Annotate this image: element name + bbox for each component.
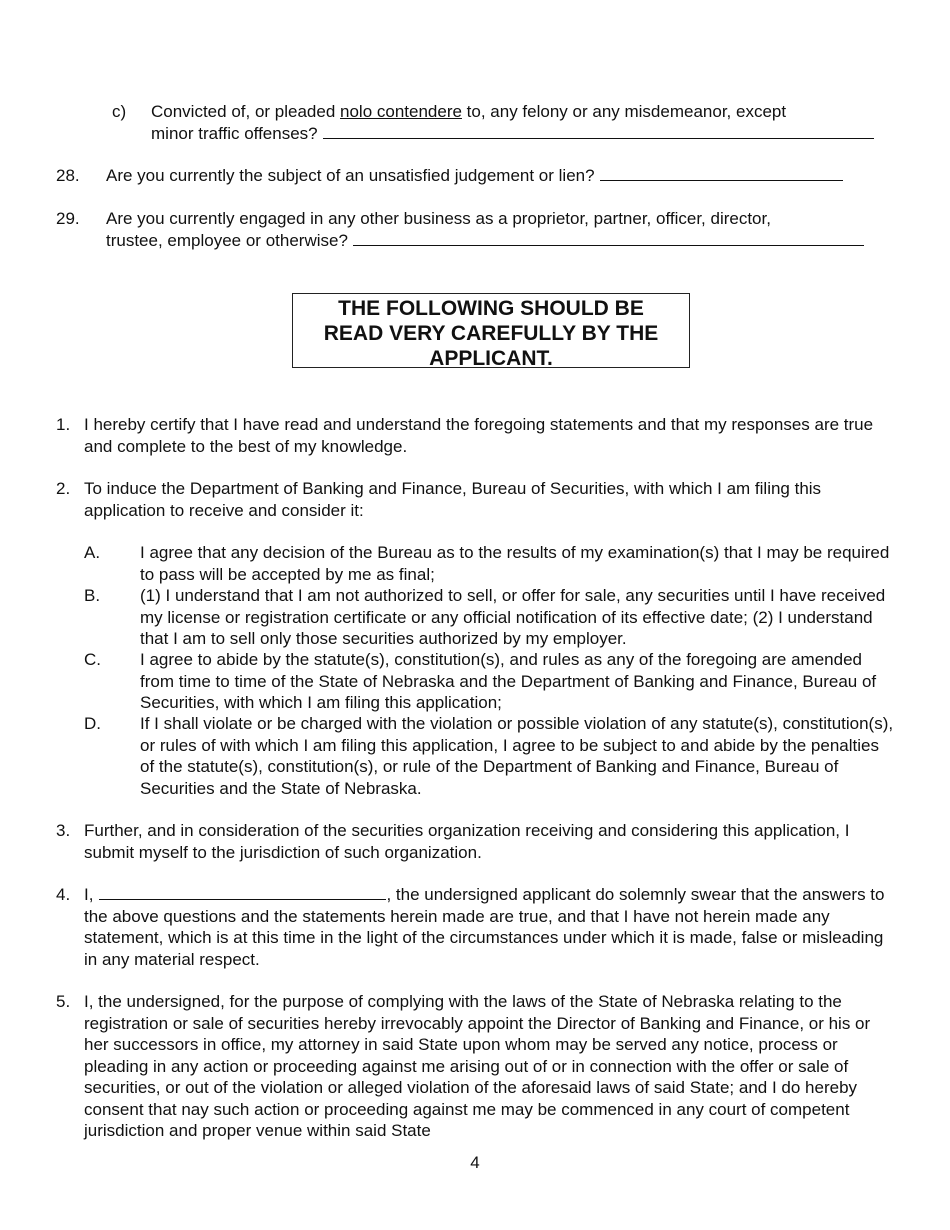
statement-number: 3. xyxy=(56,821,71,840)
question-number: 29. xyxy=(56,209,80,228)
question-number: 28. xyxy=(56,166,80,185)
question-text: Are you currently engaged in any other business as a proprietor, partner, officer, director, xyxy=(106,209,771,228)
statement-number: 4. xyxy=(56,885,71,904)
item-letter: A. xyxy=(84,543,101,562)
statement-text: To induce the Department of Banking and Finance, Bureau of Securities, with which I am filing this application to receive and consider it: xyxy=(84,479,822,520)
answer-line[interactable] xyxy=(323,123,874,139)
item-text: If I shall violate or be charged with the violation or possible violation of any statute(s), constitution(s), or rules of with which I am filing this application, I agree to be subject to and abide by the penalties of the statute(s), constitution(s), or rule of the Department of Banking and Finance, Bureau of Securities and the State of Nebraska. xyxy=(140,714,894,798)
notice-box xyxy=(292,293,690,368)
item-text: (1) I understand that I am not authorized to sell, or offer for sale, any securities until I have received my license or registration certificate or any official notification of its effective date; (2) I understand that I am to sell only those securities authorized by my employer. xyxy=(140,586,886,648)
item-letter: B. xyxy=(84,586,101,605)
question-text: to, any felony or any misdemeanor, except xyxy=(461,102,787,121)
notice-title: THE FOLLOWING SHOULD BE READ VERY CAREFULLY BY THE APPLICANT. xyxy=(323,297,659,370)
legal-term: nolo contendere xyxy=(340,102,462,121)
page-number: 4 xyxy=(470,1153,480,1172)
applicant-name-line[interactable] xyxy=(99,884,386,900)
question-marker: c) xyxy=(112,102,127,121)
statement-text: Further, and in consideration of the securities organization receiving and considering this application, I submit myself to the jurisdiction of such organization. xyxy=(84,821,850,862)
question-text: trustee, employee or otherwise? xyxy=(106,230,348,250)
statement-number: 5. xyxy=(56,992,71,1011)
statement-text: I hereby certify that I have read and understand the foregoing statements and that my responses are true and complete to the best of my knowledge. xyxy=(84,415,874,456)
statement-number: 1. xyxy=(56,415,71,434)
statement-text: I, the undersigned, for the purpose of complying with the laws of the State of Nebraska relating to the registration or sale of securities hereby irrevocably appoint the Director of Banking and Finance, or his or her successors in office, my attorney in said State upon whom may be served any notice, process or pleading in any action or proceeding against me arising out of or in connection with the offer or sale of securities, or out of the violation or alleged violation of the aforesaid laws of said State; and I do hereby consent that nay such action or proceeding against me may be commenced in any court of competent jurisdiction and proper venue within said State xyxy=(84,992,871,1140)
item-text: I agree to abide by the statute(s), constitution(s), and rules as any of the foregoing are amended from time to time of the State of Nebraska and the Department of Banking and Finance, Bureau of Securities, with which I am filing this application; xyxy=(140,650,877,712)
answer-line[interactable] xyxy=(353,230,864,246)
answer-line[interactable] xyxy=(600,165,843,181)
item-letter: D. xyxy=(84,714,101,733)
question-text: Are you currently the subject of an unsatisfied judgement or lien? xyxy=(106,166,595,185)
question-text: minor traffic offenses? xyxy=(151,123,318,143)
statement-number: 2. xyxy=(56,479,71,498)
item-letter: C. xyxy=(84,650,101,669)
statement-text: , the undersigned applicant do solemnly swear that the answers to the above questions and the statements herein made are true, and that I have not herein made any statement, which is at this time in the light of the circumstances under which it is made, false or misleading in any material respect. xyxy=(84,885,885,969)
statement-prefix: I, xyxy=(84,885,94,904)
item-text: I agree that any decision of the Bureau as to the results of my examination(s) that I may be required to pass will be accepted by me as final; xyxy=(140,543,890,584)
question-text: Convicted of, or pleaded xyxy=(151,102,341,121)
